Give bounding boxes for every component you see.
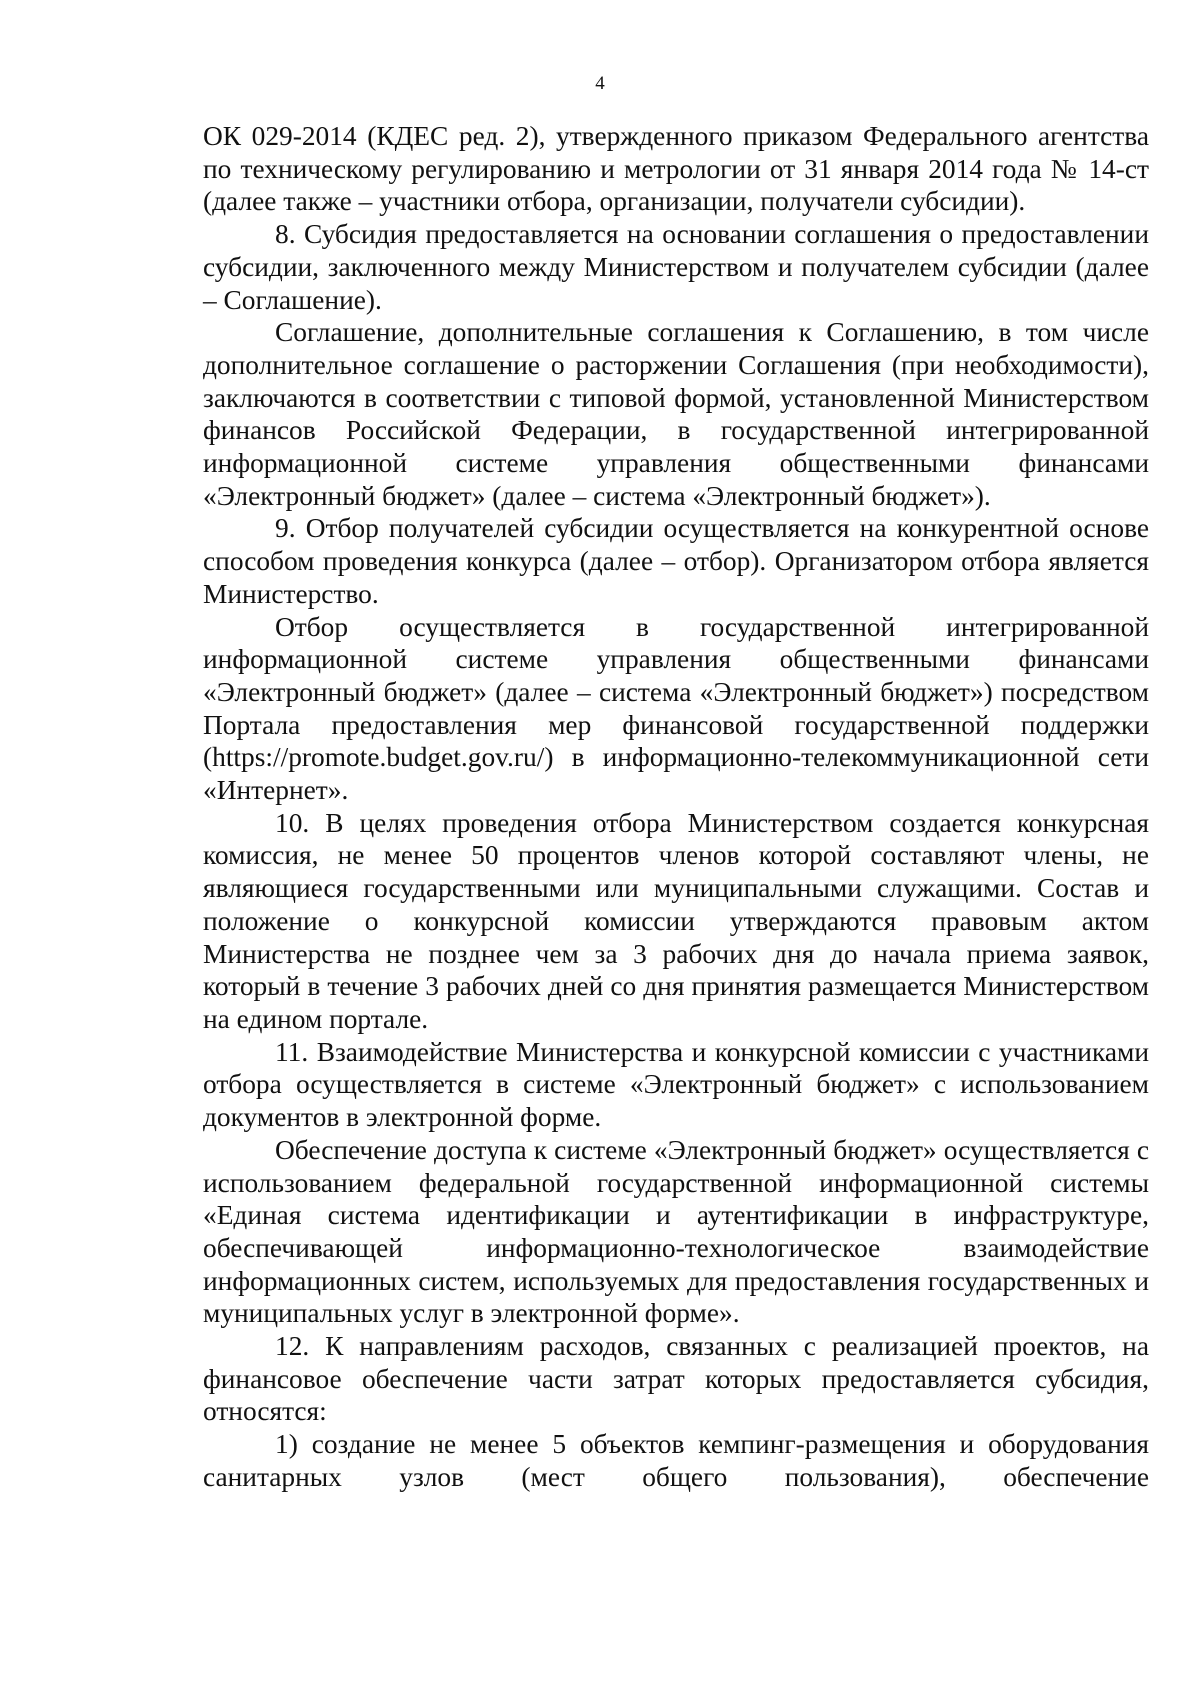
paragraph-clause-9: 9. Отбор получателей субсидии осуществляется на конкурентной основе способом проведения конкурса (далее – отбор). Организатором отбора является Министерство.	[203, 513, 1149, 609]
paragraph-item-1: 1) создание не менее 5 объектов кемпинг-размещения и оборудования санитарных узлов (мест общего пользования), обеспечение	[203, 1429, 1149, 1492]
paragraph-clause-12: 12. К направлениям расходов, связанных с реализацией проектов, на финансовое обеспечение части затрат которых предоставляется субсидия, относятся:	[203, 1331, 1149, 1427]
paragraph-clause-10: 10. В целях проведения отбора Министерством создается конкурсная комиссия, не менее 50 процентов членов которой составляют члены, не являющиеся государственными или муниципальными служащими. Состав и положение о конкурсной комиссии утверждаются правовым актом Министерства не позднее чем за 3 рабочих дня до начала приема заявок, который в течение 3 рабочих дней со дня принятия размещается Министерством на едином портале.	[203, 807, 1149, 1034]
page-number: 4	[595, 73, 605, 94]
paragraph-selection-portal: Отбор осуществляется в государственной интегрированной информационной системе управления общественными финансами «Электронный бюджет» (далее – система «Электронный бюджет») посредством Портала предоставления мер финансовой государственной поддержки (https://promote.budget.gov.ru/) в информационно-телекоммуникационной сети «Интернет».	[203, 611, 1149, 806]
document-body	[203, 120, 1149, 1494]
paragraph-clause-11: 11. Взаимодействие Министерства и конкурсной комиссии с участниками отбора осуществляется в системе «Электронный бюджет» с использованием документов в электронной форме.	[203, 1036, 1149, 1133]
paragraph-clause-8: 8. Субсидия предоставляется на основании соглашения о предоставлении субсидии, заключенного между Министерством и получателем субсидии (далее – Соглашение).	[203, 219, 1149, 315]
paragraph-access-provision: Обеспечение доступа к системе «Электронный бюджет» осуществляется с использованием федеральной государственной информационной системы «Единая система идентификации и аутентификации в инфраструктуре, обеспечивающей информационно-технологическое взаимодействие информационных систем, используемых для предоставления государственных и муниципальных услуг в электронной форме».	[203, 1134, 1149, 1329]
paragraph-okved-continuation: ОК 029-2014 (КДЕС ред. 2), утвержденного приказом Федерального агентства по техническому регулированию и метрологии от 31 января 2014 года № 14-ст (далее также – участники отбора, организации, получатели субсидии).	[203, 121, 1149, 217]
paragraph-agreement-form: Соглашение, дополнительные соглашения к Соглашению, в том числе дополнительное соглашение о расторжении Соглашения (при необходимости), заключаются в соответствии с типовой формой, установленной Министерством финансов Российской Федерации, в государственной интегрированной информационной системе управления общественными финансами «Электронный бюджет» (далее – система «Электронный бюджет»).	[203, 317, 1149, 511]
